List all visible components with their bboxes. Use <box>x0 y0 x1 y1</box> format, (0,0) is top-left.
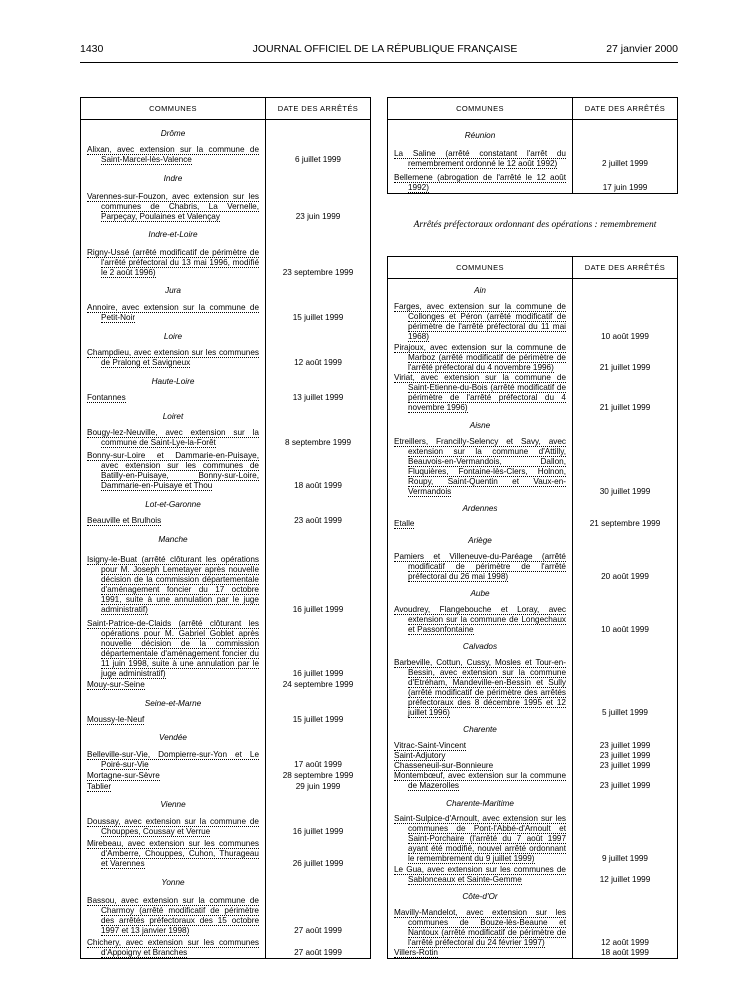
commune-text: Bougy-lez-Neuville, avec extension sur la commune de Saint-Lye-la-Forêt <box>87 428 259 448</box>
arrete-date: 16 juillet 1999 <box>292 826 344 836</box>
commune-text: Viriat, avec extension sur la commune de Saint-Etienne-du-Bois (arrêté modificatif de périmètre de l'arrêté préfectoral du 4 novembre 1996) <box>394 373 566 413</box>
region-heading: Loire <box>81 323 266 347</box>
region-row <box>388 718 678 740</box>
region-heading: Aube <box>388 582 573 604</box>
arrete-date: 23 août 1999 <box>294 515 342 525</box>
region-heading: Yonne <box>81 869 266 893</box>
arrete-date: 16 juillet 1999 <box>292 604 344 614</box>
commune-row <box>388 373 678 414</box>
commune-text: Chichery, avec extension sur les communes d'Appoigny et Branches <box>87 937 259 957</box>
arrete-date: 17 juin 1999 <box>602 182 648 192</box>
commune-text: Beauville et Brulhois <box>87 515 162 525</box>
arrete-date: 27 août 1999 <box>294 947 342 957</box>
commune-row <box>388 519 678 529</box>
commune-row <box>81 448 371 491</box>
commune-text: Villers-Rotin <box>394 947 438 957</box>
communes-header: COMMUNES <box>388 257 573 279</box>
arrete-date: 30 juillet 1999 <box>599 486 651 496</box>
commune-text: La Saline (arrêté constatant l'arrêt du remembrement ordonné le 12 août 1992) <box>394 149 566 169</box>
region-row <box>388 529 678 551</box>
arrete-date: 9 juillet 1999 <box>602 854 648 864</box>
arrete-date: 21 juillet 1999 <box>599 362 651 372</box>
commune-row <box>81 347 371 369</box>
region-row <box>81 120 371 144</box>
arrete-date: 8 septembre 1999 <box>285 438 351 448</box>
commune-text: Saint-Adjutory <box>394 750 446 760</box>
commune-row <box>388 301 678 342</box>
commune-text: Varennes-sur-Fouzon, avec extension sur les communes de Chabris, La Vernelle, Parpeçay, Poulaines et Valençay <box>87 191 259 221</box>
arrete-date: 21 septembre 1999 <box>589 519 661 529</box>
region-row <box>388 279 678 302</box>
commune-row <box>388 604 678 634</box>
commune-row <box>388 771 678 791</box>
communes-header: COMMUNES <box>81 98 266 120</box>
commune-row <box>81 936 371 958</box>
left-table <box>80 97 371 959</box>
commune-row <box>388 657 678 718</box>
arrete-date: 20 août 1999 <box>601 571 649 581</box>
arrete-date: 12 août 1999 <box>294 358 342 368</box>
region-heading: Haute-Loire <box>81 368 266 392</box>
commune-text: Bonny-sur-Loire et Dammarie-en-Puisaye, avec extension sur les communes de Batilly-en-Puisaye, Bonny-sur-Loire, Dammarie-en-Puisaye et Thou <box>87 451 259 491</box>
arrete-date: 27 août 1999 <box>294 926 342 936</box>
region-row <box>81 278 371 302</box>
commune-row <box>388 814 678 865</box>
commune-row <box>81 837 371 869</box>
journal-title: JOURNAL OFFICIEL DE LA RÉPUBLIQUE FRANÇAISE <box>252 43 518 55</box>
arrete-date: 23 juillet 1999 <box>599 781 651 791</box>
commune-text: Rigny-Ussé (arrêté modificatif de périmètre de l'arrêté préfectoral du 13 mai 1996, modifié le 2 août 1996) <box>87 247 259 277</box>
region-heading: Charente <box>388 718 573 740</box>
commune-text: Champdieu, avec extension sur les communes de Pralong et Savigneux <box>87 348 259 368</box>
region-row <box>81 792 371 816</box>
region-row <box>81 165 371 189</box>
arrete-date: 23 septembre 1999 <box>282 267 354 277</box>
commune-text: Mavilly-Mandelot, avec extension sur les communes de Bouze-lès-Beaune et Nantoux (arrêté modificatif de périmètre de l'arrêté préfectoral du 24 février 1997) <box>394 907 566 947</box>
commune-text: Etalle <box>394 519 415 529</box>
region-heading: Seine-et-Marne <box>81 690 266 714</box>
section-intro: Arrêtés préfectoraux ordonnant des opérations : remembrement <box>413 220 657 230</box>
arrete-date: 29 juin 1999 <box>295 781 341 791</box>
region-row <box>388 791 678 813</box>
region-heading: Réunion <box>388 120 573 146</box>
arrete-date: 2 juillet 1999 <box>602 159 648 169</box>
commune-text: Vitrac-Saint-Vincent <box>394 740 467 750</box>
right-table <box>387 256 678 959</box>
commune-text: Fontannes <box>87 392 126 402</box>
region-heading: Indre <box>81 165 266 189</box>
region-row <box>81 526 371 550</box>
commune-row <box>81 189 371 221</box>
region-row <box>81 323 371 347</box>
commune-row <box>388 740 678 750</box>
region-heading: Indre-et-Loire <box>81 222 266 246</box>
right-top-table <box>387 97 678 194</box>
region-heading: Drôme <box>81 120 266 144</box>
arrete-date: 23 juillet 1999 <box>599 760 651 770</box>
commune-text: Moussy-le-Neuf <box>87 714 145 724</box>
commune-text: Barbeville, Cottun, Cussy, Mosles et Tour-en-Bessin, avec extension sur la commune d'Etréham, Mandeville-en-Bessin et Sully (arrêté modificatif de périmètre des arrêtés préfectoraux des 8 décembre 1995 et 12 juillet 1996) <box>394 658 566 718</box>
region-row <box>81 491 371 515</box>
commune-row <box>388 436 678 497</box>
region-row <box>81 690 371 714</box>
issue-date: 27 janvier 2000 <box>606 43 678 55</box>
arrete-date: 21 juillet 1999 <box>599 403 651 413</box>
region-heading: Ardennes <box>388 497 573 519</box>
arrete-date: 12 août 1999 <box>601 937 649 947</box>
commune-text: Mirebeau, avec extension sur les communes d'Amberre, Chouppes, Cuhon, Thurageau et Varennes <box>87 839 259 869</box>
region-row <box>81 222 371 246</box>
commune-text: Le Gua, avec extension sur les communes de Sablonceaux et Sainte-Gemme <box>394 864 566 884</box>
commune-row <box>388 342 678 372</box>
region-row <box>81 725 371 749</box>
commune-row <box>81 679 371 690</box>
commune-row <box>81 427 371 449</box>
commune-text: Farges, avec extension sur la commune de Collonges et Péron (arrêté modificatif de périmètre de l'arrêté préfectoral du 11 mai 1968) <box>394 302 566 342</box>
commune-text: Pirajoux, avec extension sur la commune de Marboz (arrêté modificatif de périmètre de l'arrêté préfectoral du 4 novembre 1996) <box>394 342 566 372</box>
commune-text: Etreillers, Francilly-Selency et Savy, avec extension sur la commune d'Attilly, Beauvois-en-Vermandois, Dallon, Fluquières, Fontaine-lès-Clers, Holnon, Roupy, Saint-Quentin et Vaux-en-Vermandois <box>394 436 566 496</box>
commune-text: Avoudrey, Flangebouche et Loray, avec extension sur la commune de Longechaux et Passonfontaine <box>394 604 566 634</box>
commune-text: Mortagne-sur-Sèvre <box>87 770 160 780</box>
commune-row <box>388 864 678 884</box>
page-number: 1430 <box>80 43 104 55</box>
commune-text: Montembœuf, avec extension sur la commune de Mazerolles <box>394 771 566 791</box>
region-heading: Manche <box>81 526 266 550</box>
commune-text: Doussay, avec extension sur la commune de Chouppes, Coussay et Verrue <box>87 816 259 836</box>
commune-row <box>81 245 371 277</box>
commune-row <box>81 770 371 781</box>
arrete-date: 24 septembre 1999 <box>282 680 354 690</box>
arrete-date: 12 juillet 1999 <box>599 874 651 884</box>
arrete-date: 23 juillet 1999 <box>599 740 651 750</box>
commune-text: Chasseneuil-sur-Bonnieure <box>394 760 494 770</box>
arrete-date: 15 juillet 1999 <box>292 313 344 322</box>
commune-row <box>81 748 371 770</box>
arrete-date: 15 juillet 1999 <box>292 714 344 724</box>
region-row <box>388 635 678 657</box>
region-heading: Côte-d'Or <box>388 885 573 907</box>
commune-text: Saint-Sulpice-d'Arnoult, avec extension sur les communes de Pont-l'Abbé-d'Arnoult et Saint-Porchaire (l'arrêté du 7 août 1997 ayant été modifié, nouvel arrêté ordonnant le remembrement du 9 juillet 1999) <box>394 814 566 864</box>
arrete-date: 13 juillet 1999 <box>292 392 344 402</box>
dates-header: DATE DES ARRÊTÉS <box>573 98 678 120</box>
region-row <box>81 869 371 893</box>
arrete-date: 16 juillet 1999 <box>292 669 344 679</box>
commune-text: Bassou, avec extension sur la commune de Charmoy (arrêté modificatif de périmètre des arrêtés préfectoraux des 15 octobre 1997 et 13 janvier 1998) <box>87 896 259 936</box>
arrete-date: 23 juin 1999 <box>295 211 341 221</box>
dates-header: DATE DES ARRÊTÉS <box>573 257 678 279</box>
communes-header: COMMUNES <box>388 98 573 120</box>
commune-text: Pamiers et Villeneuve-du-Paréage (arrêté modificatif de périmètre de l'arrêté préfectoral du 26 mai 1998) <box>394 551 566 581</box>
filler-row <box>388 193 678 194</box>
commune-row <box>388 169 678 192</box>
commune-row <box>81 144 371 166</box>
commune-row <box>388 751 678 761</box>
commune-row <box>81 515 371 526</box>
commune-row <box>388 761 678 771</box>
region-row <box>388 497 678 519</box>
region-row <box>388 413 678 435</box>
arrete-date: 6 juillet 1999 <box>295 155 341 165</box>
commune-row <box>81 893 371 936</box>
filler-row <box>388 958 678 959</box>
commune-row <box>81 392 371 403</box>
region-row <box>81 403 371 427</box>
arrete-date: 18 août 1999 <box>294 481 342 491</box>
commune-row <box>388 146 678 169</box>
region-row <box>388 582 678 604</box>
commune-row <box>388 948 678 958</box>
commune-text: Annoire, avec extension sur la commune de Petit-Noir <box>87 303 259 322</box>
commune-text: Isigny-le-Buat (arrêté clôturant les opérations pour M. Joseph Lemetayer après nouvelle décision de la commission départementale d'aménagement foncier du 17 octobre 1991, suite à une annulation par le juge administratif) <box>87 554 259 614</box>
region-row <box>388 120 678 146</box>
commune-row <box>81 815 371 837</box>
commune-text: Belleville-sur-Vie, Dompierre-sur-Yon et Le Poiré-sur-Vie <box>87 749 259 769</box>
commune-row <box>81 714 371 725</box>
commune-text: Bellemene (abrogation de l'arrêté le 12 août 1992) <box>394 172 566 192</box>
region-heading: Jura <box>81 278 266 302</box>
commune-row <box>388 907 678 948</box>
commune-text: Saint-Patrice-de-Claids (arrêté clôturant les opérations pour M. Gabriel Goblet après nouvelle décision de la commission départementale d'aménagement foncier du 11 juin 1998, suite à une annulation par le juge administratif) <box>87 619 259 679</box>
filler-row <box>81 958 371 959</box>
commune-row <box>81 550 371 615</box>
region-heading: Calvados <box>388 635 573 657</box>
header-rule <box>80 62 678 63</box>
region-heading: Lot-et-Garonne <box>81 491 266 515</box>
region-heading: Charente-Maritime <box>388 791 573 813</box>
arrete-date: 5 juillet 1999 <box>602 708 648 718</box>
commune-row <box>81 301 371 323</box>
arrete-date: 10 août 1999 <box>601 624 649 634</box>
region-heading: Ain <box>388 279 573 302</box>
commune-text: Mouy-sur-Seine <box>87 680 145 690</box>
commune-row <box>81 781 371 792</box>
dates-header: DATE DES ARRÊTÉS <box>266 98 371 120</box>
region-heading: Aisne <box>388 413 573 435</box>
arrete-date: 10 août 1999 <box>601 332 649 342</box>
commune-row <box>388 551 678 581</box>
arrete-date: 17 août 1999 <box>294 759 342 769</box>
arrete-date: 26 juillet 1999 <box>292 859 344 869</box>
region-heading: Ariège <box>388 529 573 551</box>
region-row <box>388 885 678 907</box>
region-heading: Vendée <box>81 725 266 749</box>
region-row <box>81 368 371 392</box>
region-heading: Vienne <box>81 792 266 816</box>
arrete-date: 23 juillet 1999 <box>599 750 651 760</box>
commune-text: Tablier <box>87 781 112 791</box>
arrete-date: 28 septembre 1999 <box>282 770 354 780</box>
commune-text: Alixan, avec extension sur la commune de Saint-Marcel-lès-Valence <box>87 145 259 165</box>
region-heading: Loiret <box>81 403 266 427</box>
commune-row <box>81 615 371 680</box>
arrete-date: 18 août 1999 <box>601 947 649 957</box>
